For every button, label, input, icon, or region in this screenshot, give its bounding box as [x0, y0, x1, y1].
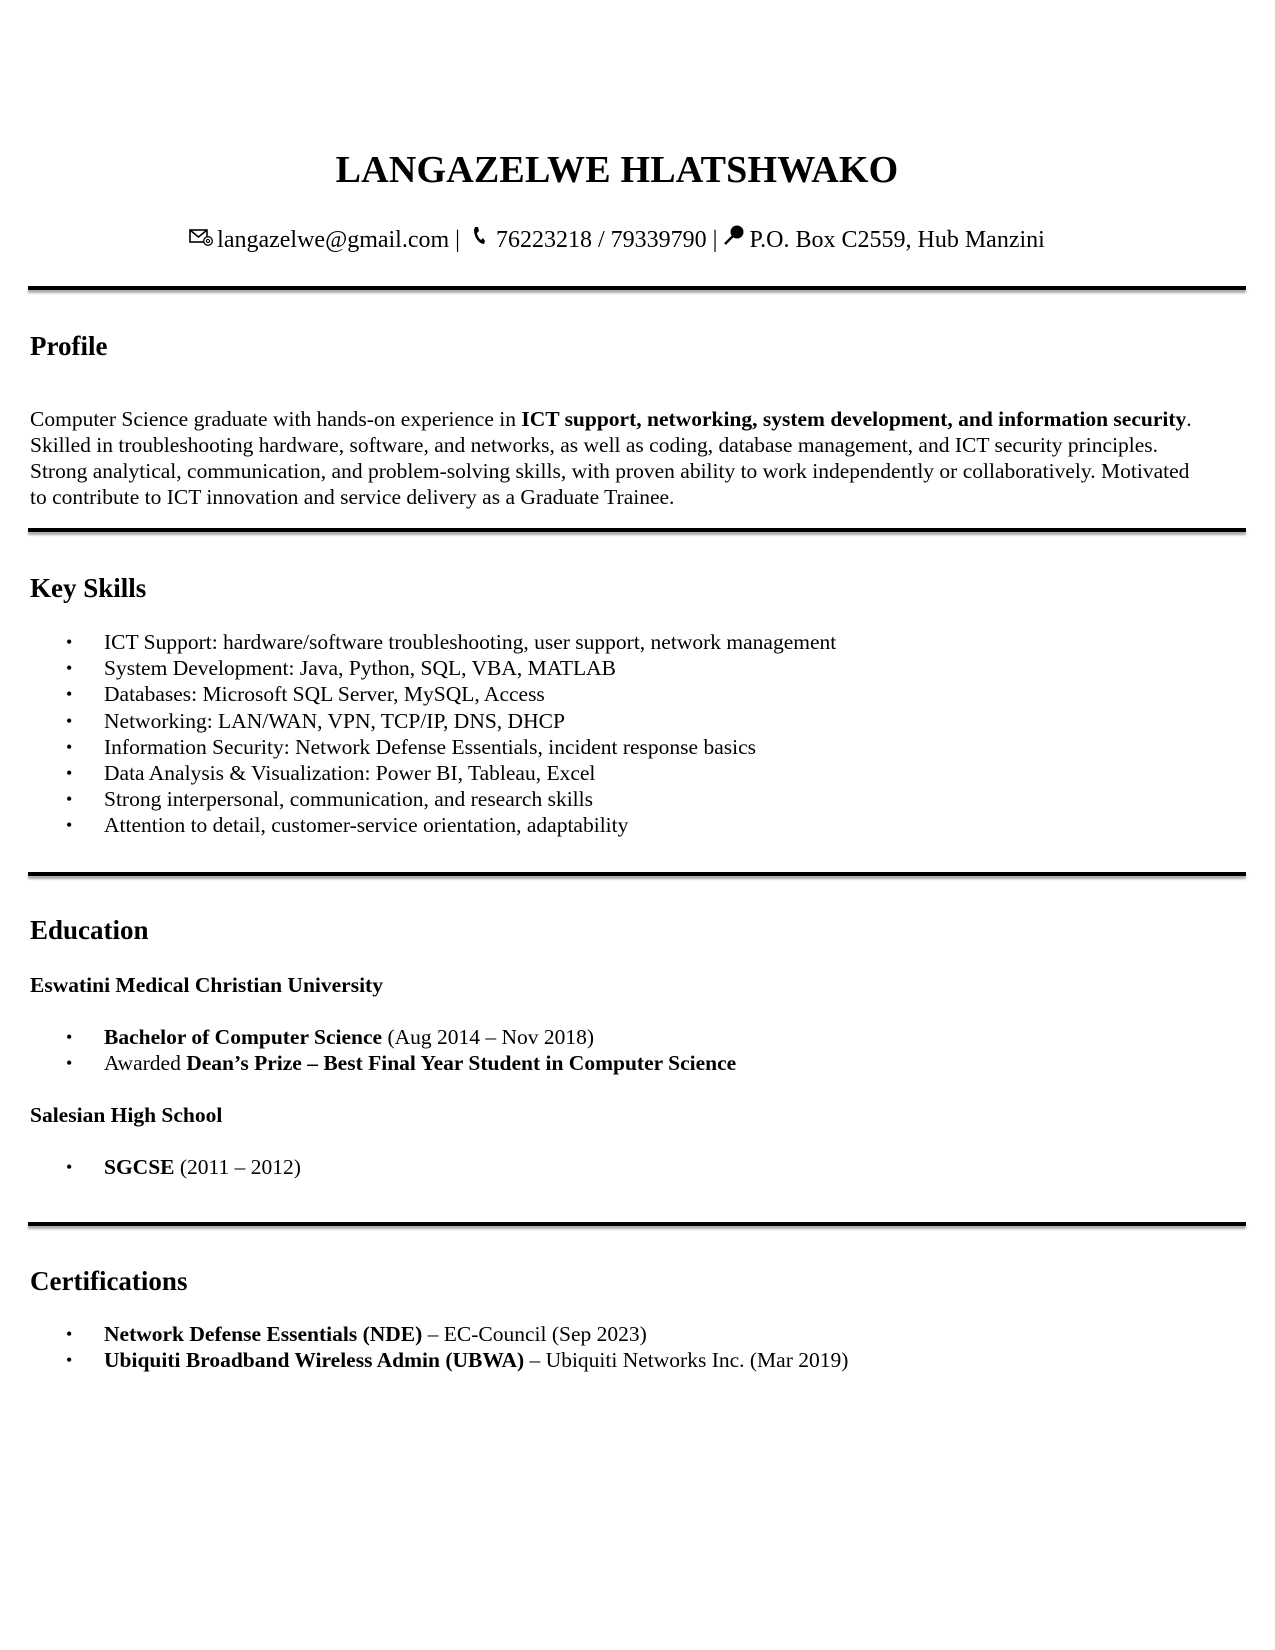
skill-text: Databases: Microsoft SQL Server, MySQL, Access [104, 682, 545, 707]
bullet-icon: • [66, 1324, 73, 1344]
section-divider [28, 528, 1246, 532]
skill-text: System Development: Java, Python, SQL, VBA, MATLAB [104, 656, 617, 681]
profile-text-part: . Skilled in troubleshooting hardware, software, and networks, as well as coding, database management, and ICT security principles. Strong analytical, communication, and problem-solving skills, with proven ability to work independently or collaboratively. Motivated to contribute to ICT innovation and service delivery as a Graduate Trainee. [30, 407, 1192, 509]
bullet-icon: • [66, 763, 73, 784]
certification-title: Network Defense Essentials (NDE) [104, 1322, 423, 1346]
list-item [0, 734, 836, 760]
list-item [0, 1321, 848, 1347]
bullet-icon: • [66, 1053, 73, 1074]
list-item [0, 655, 836, 681]
certification-issuer: – Ubiquiti Networks Inc. (Mar 2019) [524, 1348, 849, 1373]
list-item [0, 786, 836, 812]
contact-line [0, 225, 1234, 256]
section-divider [28, 1222, 1246, 1226]
bullet-icon: • [66, 736, 73, 757]
contact-email[interactable]: langazelwe@gmail.com [217, 227, 450, 253]
contact-phone: 76223218 / 79339790 [495, 227, 707, 253]
degree-dates: (Aug 2014 – Nov 2018) [382, 1025, 595, 1049]
list-item [0, 1024, 736, 1050]
certifications-heading: Certifications [30, 1266, 188, 1296]
education-list [0, 1154, 301, 1180]
contact-separator: | [449, 227, 466, 253]
list-item [0, 1050, 736, 1076]
award-title: Dean’s Prize – Best Final Year Student in Computer Science [186, 1051, 737, 1076]
section-divider [28, 872, 1246, 876]
bullet-icon: • [66, 1027, 73, 1047]
contact-separator: | [706, 227, 724, 253]
school-name: Salesian High School [30, 1103, 223, 1127]
skill-text: Networking: LAN/WAN, VPN, TCP/IP, DNS, DHCP [104, 708, 565, 733]
skill-text: Strong interpersonal, communication, and research skills [104, 787, 593, 812]
list-item [0, 812, 836, 838]
certification-title: Ubiquiti Broadband Wireless Admin (UBWA) [104, 1348, 525, 1373]
section-divider [28, 286, 1246, 290]
qualification-title: SGCSE [104, 1155, 175, 1179]
school-name: Eswatini Medical Christian University [30, 973, 383, 997]
education-list [0, 1024, 736, 1076]
list-item [0, 760, 836, 786]
profile-text-part: Computer Science graduate with hands-on experience in [30, 407, 522, 431]
skill-text: Information Security: Network Defense Essentials, incident response basics [104, 734, 756, 759]
profile-highlight: ICT support, networking, system development, and information security [521, 407, 1187, 431]
bullet-icon: • [66, 815, 73, 836]
phone-icon [472, 224, 486, 254]
skills-list [0, 629, 836, 839]
list-item [0, 681, 836, 707]
award-prefix: Awarded [104, 1051, 187, 1076]
certification-issuer: – EC-Council (Sep 2023) [422, 1322, 647, 1346]
skill-text: Data Analysis & Visualization: Power BI, Tableau, Excel [104, 761, 596, 786]
bullet-icon: • [66, 1157, 73, 1177]
contact-address: P.O. Box C2559, Hub Manzini [749, 227, 1045, 253]
profile-text [30, 406, 1210, 510]
certifications-list [0, 1321, 848, 1373]
bullet-icon: • [66, 658, 73, 679]
bullet-icon: • [66, 710, 73, 731]
location-pin-icon [723, 224, 745, 254]
candidate-name: LANGAZELWE HLATSHWAKO [335, 149, 899, 191]
degree-title: Bachelor of Computer Science [104, 1025, 383, 1049]
list-item [0, 1154, 301, 1180]
skills-heading: Key Skills [30, 573, 147, 603]
email-icon [189, 224, 213, 254]
qualification-dates: (2011 – 2012) [174, 1155, 301, 1179]
list-item [0, 1347, 848, 1373]
bullet-icon: • [66, 1350, 73, 1371]
list-item [0, 629, 836, 655]
bullet-icon: • [66, 684, 73, 705]
bullet-icon: • [66, 789, 73, 810]
skill-text: ICT Support: hardware/software troubleshooting, user support, network management [104, 630, 837, 654]
list-item [0, 708, 836, 734]
education-heading: Education [30, 915, 149, 945]
bullet-icon: • [66, 632, 73, 652]
skill-text: Attention to detail, customer-service orientation, adaptability [104, 813, 629, 838]
profile-heading: Profile [30, 331, 108, 361]
